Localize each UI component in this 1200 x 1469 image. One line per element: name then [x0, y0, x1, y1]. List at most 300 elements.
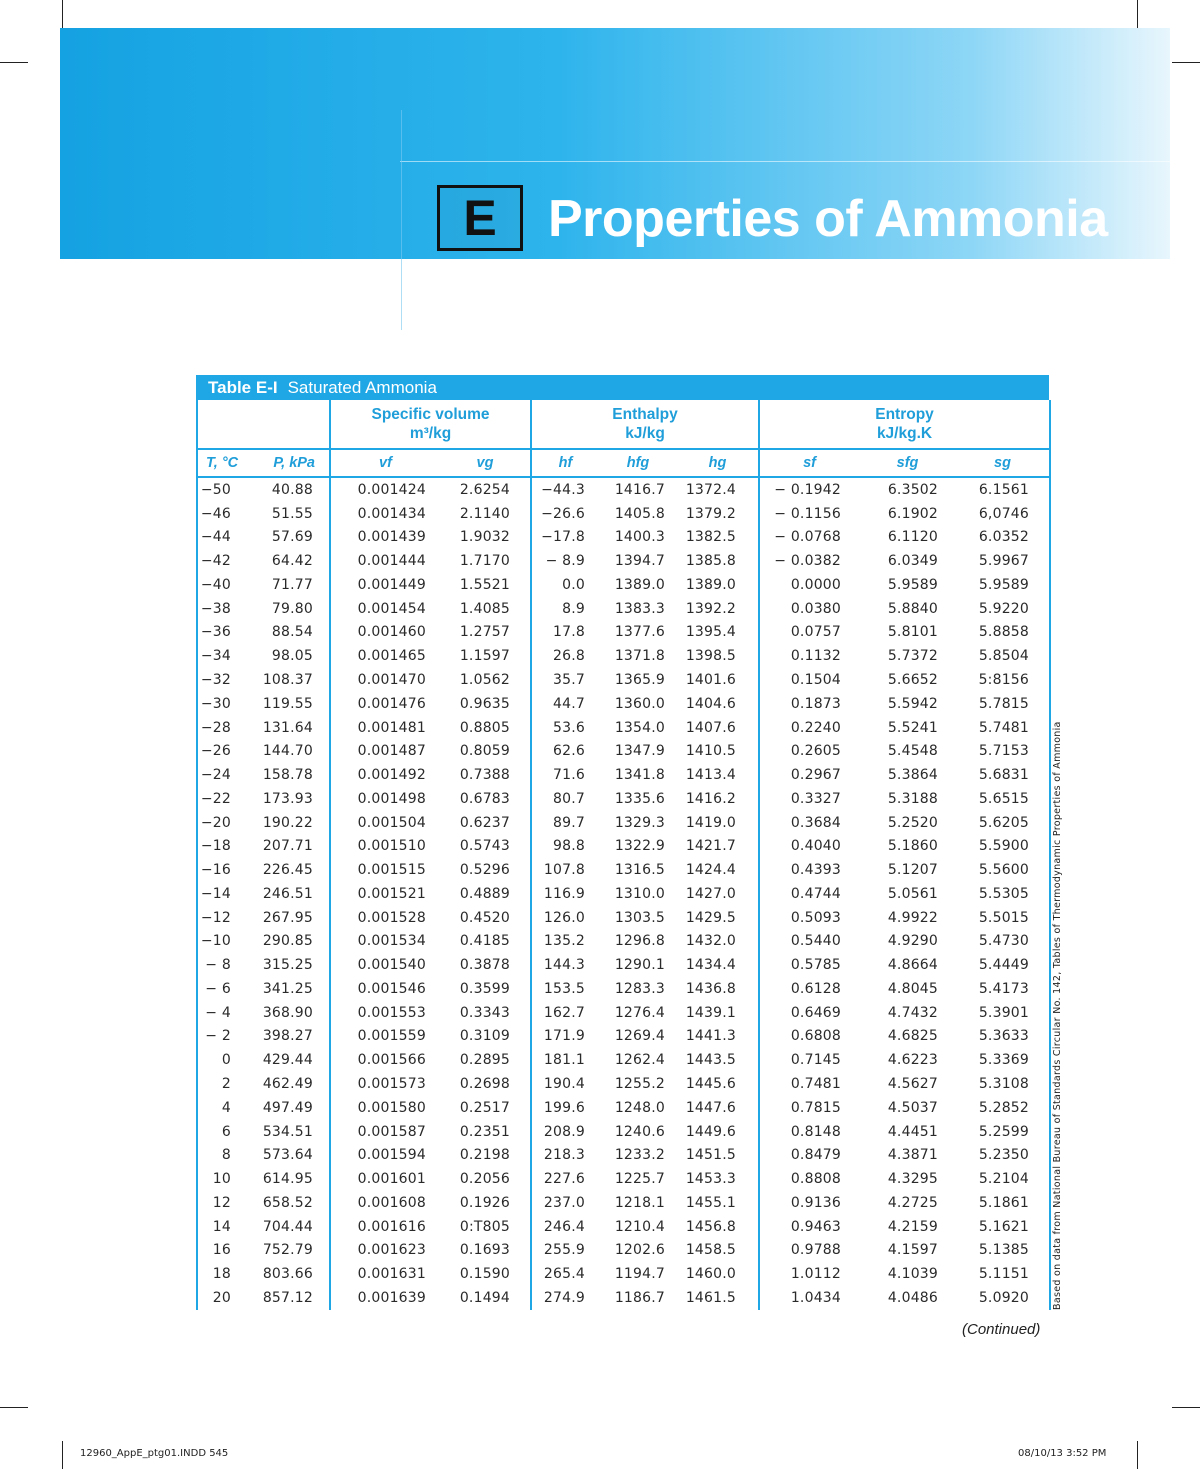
table-cell: 0.3684: [759, 811, 859, 835]
table-cell: 5.2520: [887, 814, 939, 831]
table-cell: 1460.0: [685, 1266, 737, 1283]
table-cell: 64.42: [271, 553, 313, 570]
table-cell: 0.0000: [759, 573, 859, 597]
table-cell: −26.6: [531, 502, 599, 526]
table-cell: −50: [197, 477, 243, 502]
table-cell: 1439.1: [685, 1004, 737, 1021]
table-cell: 0.2517: [459, 1099, 511, 1116]
table-cell: 0.6808: [759, 1025, 859, 1049]
table-cell: 1310.0: [614, 885, 666, 902]
table-cell: 1427.0: [685, 885, 737, 902]
table-cell: 5.2852: [956, 1096, 1050, 1120]
table-cell: − 0.1156: [759, 502, 859, 526]
table-cell: 5.5305: [956, 882, 1050, 906]
table-cell: 0.001594: [330, 1143, 440, 1167]
table-row: [197, 573, 1050, 597]
table-cell: 341.25: [262, 980, 313, 997]
table-cell: 1218.1: [614, 1194, 666, 1211]
table-cell: 4.6223: [887, 1052, 939, 1069]
table-cell: 0.2895: [459, 1052, 511, 1069]
table-cell: 1419.0: [685, 814, 737, 831]
column-header-temperature: T, °C: [197, 449, 243, 477]
table-cell: 0.001498: [330, 787, 440, 811]
table-row: [197, 502, 1050, 526]
table-row: [197, 477, 1050, 502]
table-row: [197, 953, 1050, 977]
table-cell: 6.1561: [956, 477, 1050, 502]
table-cell: 6.1120: [887, 529, 939, 546]
table-cell: 173.93: [262, 790, 313, 807]
column-header-sf: sf: [759, 449, 859, 477]
table-cell: 5.1861: [956, 1191, 1050, 1215]
table-cell: 1290.1: [614, 957, 666, 974]
table-cell: 4.2159: [887, 1218, 939, 1235]
table-cell: 0.001559: [330, 1025, 440, 1049]
table-cell: 315.25: [262, 957, 313, 974]
table-cell: −46: [197, 502, 243, 526]
table-cell: 5.0561: [887, 885, 939, 902]
column-header-vg: vg: [440, 449, 531, 477]
table-cell: 4.9290: [887, 933, 939, 950]
table-cell: 1372.4: [685, 481, 737, 498]
table-cell: −14: [197, 882, 243, 906]
table-cell: 199.6: [531, 1096, 599, 1120]
table-label: Table E-I: [208, 378, 278, 397]
table-cell: 0.8148: [759, 1120, 859, 1144]
table-cell: 4: [197, 1096, 243, 1120]
table-cell: 1416.2: [685, 790, 737, 807]
table-cell: 5.0920: [956, 1286, 1050, 1310]
table-cell: 1.2757: [459, 624, 511, 641]
table-cell: 0.001449: [330, 573, 440, 597]
table-cell: 0.001481: [330, 716, 440, 740]
table-cell: 1240.6: [614, 1123, 666, 1140]
table-cell: 1202.6: [614, 1242, 666, 1259]
table-cell: 5.3633: [956, 1025, 1050, 1049]
table-cell: 181.1: [531, 1048, 599, 1072]
table-cell: 98.05: [271, 648, 313, 665]
table-cell: 1447.6: [685, 1099, 737, 1116]
table-cell: 5.7372: [887, 648, 939, 665]
saturated-ammonia-table: [196, 375, 1049, 1310]
table-cell: −24: [197, 763, 243, 787]
table-cell: 51.55: [271, 505, 313, 522]
table-cell: −20: [197, 811, 243, 835]
table-row: [197, 1215, 1050, 1239]
table-row: [197, 668, 1050, 692]
table-cell: 57.69: [271, 529, 313, 546]
table-cell: 1404.6: [685, 695, 737, 712]
table-row: [197, 977, 1050, 1001]
table-cell: 1233.2: [614, 1147, 666, 1164]
table-cell: 0.001639: [330, 1286, 440, 1310]
table-cell: 1379.2: [685, 505, 737, 522]
table-cell: 5.7153: [956, 739, 1050, 763]
crop-mark: [1172, 62, 1200, 63]
table-cell: 0.4520: [459, 909, 511, 926]
table-cell: 0.001470: [330, 668, 440, 692]
table-cell: 0.001492: [330, 763, 440, 787]
table-cell: 1248.0: [614, 1099, 666, 1116]
table-cell: 274.9: [531, 1286, 599, 1310]
table-cell: −36: [197, 621, 243, 645]
table-cell: 1329.3: [614, 814, 666, 831]
table-cell: 1398.5: [685, 648, 737, 665]
table-cell: 0.2605: [759, 739, 859, 763]
table-cell: 0.001540: [330, 953, 440, 977]
table-row: [197, 906, 1050, 930]
table-row: [197, 1072, 1050, 1096]
table-cell: 2: [197, 1072, 243, 1096]
table-cell: 1.9032: [459, 529, 511, 546]
table-cell: 0.001580: [330, 1096, 440, 1120]
table-row: [197, 1143, 1050, 1167]
table-cell: 0.0: [531, 573, 599, 597]
table-cell: 0.9788: [759, 1239, 859, 1263]
table-cell: 1394.7: [614, 553, 666, 570]
table-cell: 1186.7: [614, 1289, 666, 1306]
table-cell: −16: [197, 858, 243, 882]
table-cell: 135.2: [531, 930, 599, 954]
volume-group-header: [330, 400, 531, 449]
table-cell: 0.3109: [459, 1028, 511, 1045]
table-cell: 0.001454: [330, 597, 440, 621]
table-cell: 1389.0: [614, 576, 666, 593]
table-cell: 1413.4: [685, 767, 737, 784]
table-cell: 1283.3: [614, 980, 666, 997]
table-cell: 44.7: [531, 692, 599, 716]
table-cell: 1407.6: [685, 719, 737, 736]
table-cell: 1432.0: [685, 933, 737, 950]
banner-rule: [400, 161, 1170, 162]
table-cell: 752.79: [262, 1242, 313, 1259]
table-cell: 1360.0: [614, 695, 666, 712]
table-cell: −17.8: [531, 526, 599, 550]
table-cell: 1441.3: [685, 1028, 737, 1045]
entropy-group-header: [759, 400, 1050, 449]
entropy-group-unit: kJ/kg.K: [876, 425, 933, 442]
table-row: [197, 739, 1050, 763]
table-cell: 0.001616: [330, 1215, 440, 1239]
table-cell: 1262.4: [614, 1052, 666, 1069]
table-cell: 6.0352: [956, 526, 1050, 550]
table-cell: 1392.2: [685, 600, 737, 617]
print-slug: 12960_AppE_ptg01.INDD 545: [80, 1448, 229, 1459]
table-cell: 208.9: [531, 1120, 599, 1144]
table-cell: 0: [197, 1048, 243, 1072]
table-row: [197, 1262, 1050, 1286]
table-cell: 0.3878: [459, 957, 511, 974]
table-cell: 267.95: [262, 909, 313, 926]
volume-group-unit: m³/kg: [409, 425, 452, 442]
table-cell: −12: [197, 906, 243, 930]
table-row: [197, 1167, 1050, 1191]
table-cell: 158.78: [262, 767, 313, 784]
table-cell: 0.3327: [759, 787, 859, 811]
table-cell: −18: [197, 834, 243, 858]
table-cell: 144.3: [531, 953, 599, 977]
table-cell: 0.1693: [459, 1242, 511, 1259]
table-cell: 126.0: [531, 906, 599, 930]
table-cell: 368.90: [262, 1004, 313, 1021]
table-cell: 0.7145: [759, 1048, 859, 1072]
table-cell: 1225.7: [614, 1171, 666, 1188]
table-cell: 89.7: [531, 811, 599, 835]
table-cell: 0.0757: [759, 621, 859, 645]
table-cell: 5.9589: [956, 573, 1050, 597]
table-cell: 1443.5: [685, 1052, 737, 1069]
table-cell: 17.8: [531, 621, 599, 645]
table-cell: 80.7: [531, 787, 599, 811]
table-cell: 5.7481: [956, 716, 1050, 740]
table-cell: − 6: [197, 977, 243, 1001]
table-cell: 0.001439: [330, 526, 440, 550]
table-cell: 0.001546: [330, 977, 440, 1001]
table-cell: 0.2967: [759, 763, 859, 787]
table-cell: 6.3502: [887, 481, 939, 498]
table-cell: 5:8156: [956, 668, 1050, 692]
table-cell: 108.37: [262, 672, 313, 688]
table-cell: 0.4040: [759, 834, 859, 858]
crop-mark: [1172, 1407, 1200, 1408]
table-cell: 1.7170: [459, 553, 511, 570]
table-cell: 0.001623: [330, 1239, 440, 1263]
table-cell: 1401.6: [685, 672, 737, 688]
table-cell: 0.5785: [759, 953, 859, 977]
table-cell: 5.3108: [956, 1072, 1050, 1096]
table-cell: 5.9589: [887, 576, 939, 593]
table-cell: 5.6515: [956, 787, 1050, 811]
table-cell: −34: [197, 644, 243, 668]
table-row: [197, 930, 1050, 954]
table-cell: 0.0380: [759, 597, 859, 621]
table-row: [197, 882, 1050, 906]
table-cell: 265.4: [531, 1262, 599, 1286]
table-cell: 0.1590: [459, 1266, 511, 1283]
table-cell: − 8: [197, 953, 243, 977]
table-cell: 4.8045: [887, 980, 939, 997]
table-cell: 1347.9: [614, 743, 666, 760]
table-cell: 40.88: [271, 481, 313, 498]
table-cell: −30: [197, 692, 243, 716]
table-cell: 5.4173: [956, 977, 1050, 1001]
table-cell: 0.5296: [459, 862, 511, 879]
table-row: [197, 1191, 1050, 1215]
table-cell: 0.001521: [330, 882, 440, 906]
table-cell: 0.5093: [759, 906, 859, 930]
table-cell: 0.4744: [759, 882, 859, 906]
continued-note: (Continued): [962, 1321, 1041, 1338]
table-cell: 0.6128: [759, 977, 859, 1001]
table-cell: 1365.9: [614, 672, 666, 688]
table-cell: 116.9: [531, 882, 599, 906]
table-cell: −44.3: [531, 477, 599, 502]
table-row: [197, 787, 1050, 811]
table-cell: 0.8808: [759, 1167, 859, 1191]
table-row: [197, 644, 1050, 668]
table-cell: 0.8805: [459, 719, 511, 736]
column-header-pressure: P, kPa: [243, 449, 330, 477]
table-cell: 704.44: [262, 1218, 313, 1235]
table-row: [197, 811, 1050, 835]
table-cell: 5.3864: [887, 767, 939, 784]
table-cell: 5.1385: [956, 1239, 1050, 1263]
table-row: [197, 597, 1050, 621]
table-cell: 255.9: [531, 1239, 599, 1263]
table-cell: 1416.7: [614, 481, 666, 498]
table-row: [197, 716, 1050, 740]
table-cell: 0.1504: [759, 668, 859, 692]
table-cell: 1.5521: [459, 576, 511, 593]
table-cell: 153.5: [531, 977, 599, 1001]
table-cell: 0.001566: [330, 1048, 440, 1072]
table-cell: 5.8504: [956, 644, 1050, 668]
table-cell: 4.6825: [887, 1028, 939, 1045]
table-cell: −42: [197, 549, 243, 573]
table-cell: 53.6: [531, 716, 599, 740]
table-cell: 462.49: [262, 1076, 313, 1093]
table-cell: 171.9: [531, 1025, 599, 1049]
table-row: [197, 526, 1050, 550]
table-cell: − 8.9: [531, 549, 599, 573]
table-cell: 1303.5: [614, 909, 666, 926]
table-cell: 26.8: [531, 644, 599, 668]
table-cell: 1455.1: [685, 1194, 737, 1211]
table-cell: 5.9220: [956, 597, 1050, 621]
table-cell: 5.5600: [956, 858, 1050, 882]
table-cell: 0.4889: [459, 885, 511, 902]
table-cell: −10: [197, 930, 243, 954]
table-cell: 429.44: [262, 1052, 313, 1069]
table-cell: 0.001573: [330, 1072, 440, 1096]
table-cell: 0.001444: [330, 549, 440, 573]
table-cell: 8.9: [531, 597, 599, 621]
table-cell: −32: [197, 668, 243, 692]
table-cell: 190.22: [262, 814, 313, 831]
table-cell: 1210.4: [614, 1218, 666, 1235]
column-header-hg: hg: [677, 449, 759, 477]
table-cell: 0.001424: [330, 477, 440, 502]
table-cell: − 4: [197, 1001, 243, 1025]
table-row: [197, 834, 1050, 858]
table-cell: 6: [197, 1120, 243, 1144]
table-caption: Saturated Ammonia: [287, 378, 437, 397]
column-header-hf: hf: [531, 449, 599, 477]
table-row: [197, 1096, 1050, 1120]
table-cell: 1400.3: [614, 529, 666, 546]
table-cell: 1255.2: [614, 1076, 666, 1093]
table-cell: 4.1597: [887, 1242, 939, 1259]
table-cell: 6.0349: [887, 553, 939, 570]
table-cell: 246.51: [262, 885, 313, 902]
table-cell: 0.2056: [459, 1171, 511, 1188]
table-cell: 5.7815: [956, 692, 1050, 716]
table-cell: 1383.3: [614, 600, 666, 617]
table-cell: 6.1902: [887, 505, 939, 522]
table-cell: 4.0486: [887, 1289, 939, 1306]
enthalpy-group-header: [531, 400, 759, 449]
table-cell: 1389.0: [685, 576, 737, 593]
table-cell: 0.2698: [459, 1076, 511, 1093]
table-row: [197, 1025, 1050, 1049]
appendix-letter: E: [437, 185, 523, 251]
table-cell: 5.3901: [956, 1001, 1050, 1025]
table-cell: 62.6: [531, 739, 599, 763]
page-title: Properties of Ammonia: [548, 190, 1108, 248]
table-cell: 5.1151: [956, 1262, 1050, 1286]
table-cell: 0.8059: [459, 743, 511, 760]
table-cell: 1354.0: [614, 719, 666, 736]
table-cell: 573.64: [262, 1147, 313, 1164]
table-cell: 0.2240: [759, 716, 859, 740]
table-row: [197, 692, 1050, 716]
table-cell: − 2: [197, 1025, 243, 1049]
table-cell: 0.001608: [330, 1191, 440, 1215]
table-cell: 0.6783: [459, 790, 511, 807]
table-cell: 0.001504: [330, 811, 440, 835]
table-cell: 1449.6: [685, 1123, 737, 1140]
table-cell: 88.54: [271, 624, 313, 641]
table-cell: 5.6652: [887, 672, 939, 688]
table-cell: 290.85: [262, 933, 313, 950]
table-cell: 0.2351: [459, 1123, 511, 1140]
table-cell: 0.001476: [330, 692, 440, 716]
table-cell: 4.5627: [887, 1076, 939, 1093]
table-cell: 0.001460: [330, 621, 440, 645]
table-cell: 16: [197, 1239, 243, 1263]
table-cell: 5.8858: [956, 621, 1050, 645]
table-cell: 246.4: [531, 1215, 599, 1239]
table-cell: 71.77: [271, 576, 313, 593]
table-cell: 5.1621: [956, 1215, 1050, 1239]
table-cell: 0.001510: [330, 834, 440, 858]
table-cell: 0.4185: [459, 933, 511, 950]
table-cell: 0.4393: [759, 858, 859, 882]
table-cell: 1316.5: [614, 862, 666, 879]
table-cell: 0.2198: [459, 1147, 511, 1164]
table-cell: −26: [197, 739, 243, 763]
table-cell: − 0.0382: [759, 549, 859, 573]
table-cell: 0.3599: [459, 980, 511, 997]
table-row: [197, 1048, 1050, 1072]
table-cell: 1269.4: [614, 1028, 666, 1045]
table-cell: 0.001515: [330, 858, 440, 882]
table-cell: 5.1860: [887, 838, 939, 855]
table-cell: 0.001487: [330, 739, 440, 763]
table-cell: 1405.8: [614, 505, 666, 522]
table-cell: 658.52: [262, 1194, 313, 1211]
table-cell: 5.5900: [956, 834, 1050, 858]
table-cell: 4.5037: [887, 1099, 939, 1116]
table-row: [197, 1239, 1050, 1263]
table-cell: 0.6469: [759, 1001, 859, 1025]
table-cell: 0.7388: [459, 767, 511, 784]
table-cell: 12: [197, 1191, 243, 1215]
table-cell: 20: [197, 1286, 243, 1310]
table-cell: 1335.6: [614, 790, 666, 807]
table-cell: 227.6: [531, 1167, 599, 1191]
table-cell: 0.001528: [330, 906, 440, 930]
table-cell: 5.9967: [956, 549, 1050, 573]
table-cell: 107.8: [531, 858, 599, 882]
table-cell: 1456.8: [685, 1218, 737, 1235]
table-cell: 1194.7: [614, 1266, 666, 1283]
table-cell: 131.64: [262, 719, 313, 736]
table-cell: 0.7481: [759, 1072, 859, 1096]
table-cell: 5.3188: [887, 790, 939, 807]
source-note: Based on data from National Bureau of Standards Circular No. 142, Tables of Thermodynamic Properties of Ammonia: [1052, 721, 1063, 1310]
table-cell: 0.1494: [459, 1289, 511, 1306]
